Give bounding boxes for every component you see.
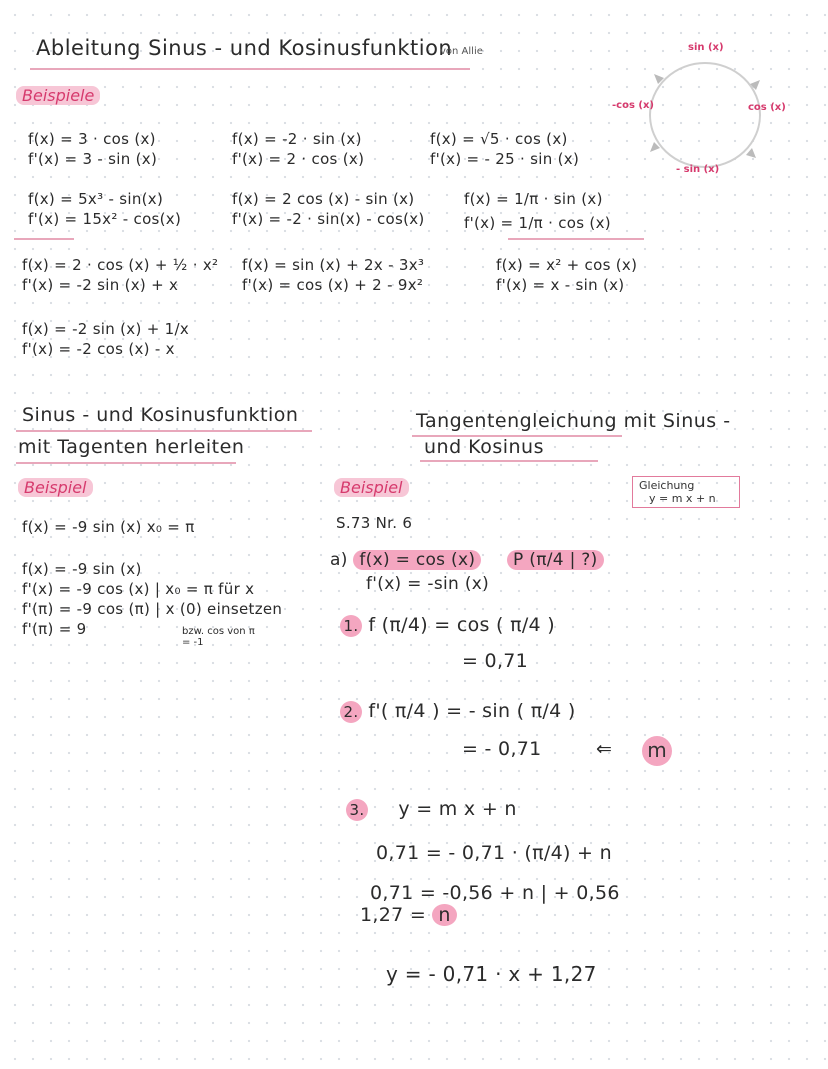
title-underline	[30, 68, 470, 70]
example-8-f: f(x) = sin (x) + 2x - 3x³	[242, 256, 425, 274]
step1-formula: f (π/4) = cos ( π/4 )	[368, 614, 555, 636]
equation-box-title: Gleichung	[639, 479, 695, 492]
n-badge: n	[432, 904, 456, 926]
example-7-f: f(x) = 2 · cos (x) + ½ · x²	[22, 256, 219, 274]
step2-number: 2.	[340, 701, 362, 723]
step3-line3: 0,71 = -0,56 + n | + 0,56	[370, 882, 620, 904]
section3-underline	[420, 460, 598, 462]
separator-line	[14, 238, 74, 240]
page-title: Ableitung Sinus - und Kosinusfunktion	[36, 36, 453, 60]
example-4-f: f(x) = 5x³ - sin(x)	[28, 190, 164, 208]
section2-note: bzw. cos von π = -1	[182, 626, 255, 648]
result-equation: y = - 0,71 · x + 1,27	[386, 962, 597, 986]
cycle-left: -cos (x)	[612, 100, 654, 111]
section3-title-line2: und Kosinus	[424, 436, 544, 458]
section2-line4: f'(π) = 9	[22, 620, 87, 638]
example-10-d: f'(x) = -2 cos (x) - x	[22, 340, 175, 358]
cycle-top: sin (x)	[688, 42, 724, 53]
step3-line2: 0,71 = - 0,71 · (π/4) + n	[376, 842, 612, 864]
part-a-line	[330, 550, 604, 570]
section3-beispiel-label: Beispiel	[334, 478, 409, 497]
example-5-d: f'(x) = -2 · sin(x) - cos(x)	[232, 210, 425, 228]
example-3-d: f'(x) = - 25 · sin (x)	[430, 150, 580, 168]
step1-line2: = 0,71	[462, 650, 529, 672]
step3-line4-value: 1,27 =	[360, 904, 427, 926]
example-2-f: f(x) = -2 · sin (x)	[232, 130, 362, 148]
section3-ref: S.73 Nr. 6	[336, 514, 413, 532]
example-3-f: f(x) = √5 · cos (x)	[430, 130, 568, 148]
example-8-d: f'(x) = cos (x) + 2 - 9x²	[242, 276, 424, 294]
example-6-f: f(x) = 1/π · sin (x)	[464, 190, 603, 208]
part-a-derivative: f'(x) = -sin (x)	[366, 574, 490, 594]
example-4-d: f'(x) = 15x² - cos(x)	[28, 210, 182, 228]
example-9-f: f(x) = x² + cos (x)	[496, 256, 638, 274]
step2-line1	[340, 700, 576, 723]
part-a-prefix: a)	[330, 550, 348, 570]
section2-title-line2: mit Tagenten herleiten	[18, 436, 245, 458]
beispiele-label: Beispiele	[16, 86, 100, 105]
author-note: von Allie	[440, 46, 483, 57]
section2-beispiel-label: Beispiel	[18, 478, 93, 497]
section3-title-line1: Tangentengleichung mit Sinus -	[416, 410, 731, 432]
step3-number: 3.	[346, 799, 368, 821]
step1-number: 1.	[340, 615, 362, 637]
example-2-d: f'(x) = 2 · cos (x)	[232, 150, 365, 168]
section2-title-line1: Sinus - und Kosinusfunktion	[22, 404, 299, 426]
example-9-d: f'(x) = x - sin (x)	[496, 276, 625, 294]
part-a-point: P (π/4 | ?)	[507, 550, 604, 570]
step2-line2: = - 0,71	[462, 738, 542, 760]
part-a-function: f(x) = cos (x)	[353, 550, 481, 570]
section2-underline	[16, 430, 312, 432]
section2-line3: f'(π) = -9 cos (π) | x (0) einsetzen	[22, 600, 283, 618]
example-7-d: f'(x) = -2 sin (x) + x	[22, 276, 179, 294]
example-6-d: f'(x) = 1/π · cos (x)	[464, 214, 611, 232]
equation-box	[632, 476, 740, 508]
example-5-f: f(x) = 2 cos (x) - sin (x)	[232, 190, 415, 208]
example-10-f: f(x) = -2 sin (x) + 1/x	[22, 320, 190, 338]
step3-formula: y = m x + n	[398, 798, 517, 820]
m-badge: m	[642, 736, 672, 766]
step1-line1	[340, 614, 555, 637]
section2-line1: f(x) = -9 sin (x)	[22, 560, 142, 578]
equation-box-formula: y = m x + n	[649, 492, 716, 505]
arrow-left-icon: ⇐	[596, 738, 613, 760]
cycle-right: cos (x)	[748, 102, 786, 113]
section2-given: f(x) = -9 sin (x) x₀ = π	[22, 518, 195, 536]
separator-line	[508, 238, 644, 240]
section2-line2: f'(x) = -9 cos (x) | x₀ = π für x	[22, 580, 255, 598]
cycle-bottom: - sin (x)	[676, 164, 720, 175]
step3-line1	[346, 798, 517, 821]
example-1-f: f(x) = 3 · cos (x)	[28, 130, 156, 148]
section2-underline	[16, 462, 236, 464]
step2-formula: f'( π/4 ) = - sin ( π/4 )	[368, 700, 576, 722]
example-1-d: f'(x) = 3 - sin (x)	[28, 150, 158, 168]
step3-line4	[360, 904, 457, 926]
